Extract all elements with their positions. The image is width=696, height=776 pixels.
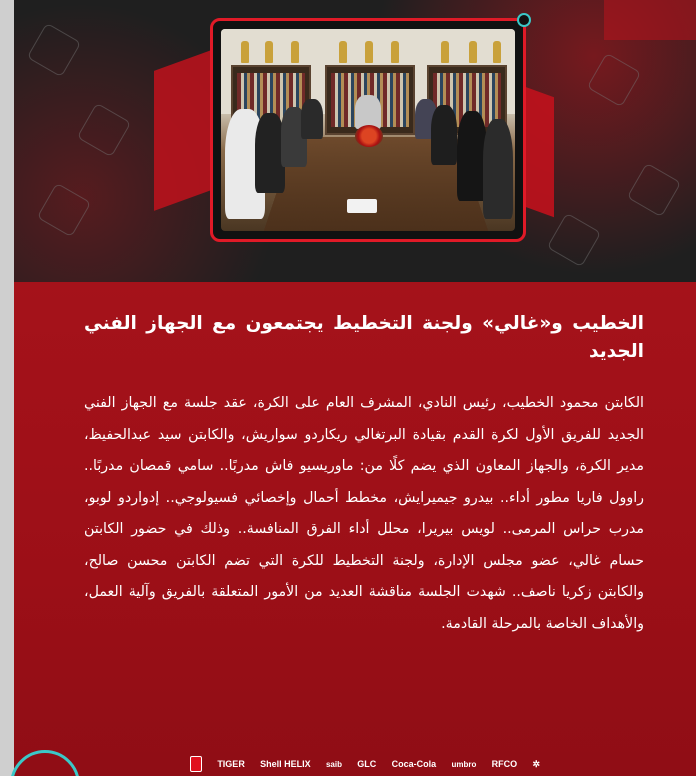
trophy-icon <box>265 41 273 63</box>
trophy-icon <box>291 41 299 63</box>
sponsor-tiger: TIGER <box>217 759 245 769</box>
flower-bouquet <box>355 125 383 147</box>
sponsor-glc: GLC <box>357 759 377 769</box>
trophy-icon <box>493 41 501 63</box>
photo-person <box>431 105 457 165</box>
sponsor-umbro: umbro <box>451 759 477 769</box>
article-body: الكابتن محمود الخطيب، رئيس النادي، المشرف العام على الكرة، عقد جلسة مع الجهاز الفني الجديد للفريق الأول لكرة القدم بقيادة البرتغالي ريكاردو سواريش، والكابتن سيد عبدالحفيظ، مدير الكرة، والجهاز المعاون الذي يضم كلًا من: ماوريسيو فاش مدربًا.. سامي قمصان مدربًا.. راوول فاريا مطور أداء.. بيدرو جيميرايش، مخطط أحمال وإخصائي فسيولوجي.. إدواردو لوبو، مدرب حراس المرمى.. لويس بيريرا، محلل أداء الفرق المنافسة.. وذلك في حضور الكابتن حسام غالي، عضو مجلس الإدارة، ولجنة التخطيط للكرة التي تضم الكابتن محسن صالح، والكابتن زكريا ناصف.. شهدت الجلسة مناقشة العديد من الأمور المتعلقة بالفريق وآلية العمل، والأهداف الخاصة بالمرحلة القادمة. <box>84 395 644 632</box>
article-text-block <box>84 310 644 640</box>
trophy-icon <box>441 41 449 63</box>
sponsor-shell-helix: Shell HELIX <box>260 759 311 769</box>
hex-pattern <box>627 163 682 218</box>
frame-corner-dot-icon <box>517 13 531 27</box>
sponsor-rfco: RFCO <box>491 759 518 769</box>
sponsor-saib: saib <box>325 759 342 769</box>
photo-person <box>483 119 513 219</box>
hex-pattern <box>587 53 642 108</box>
sponsor-coca-cola: Coca-Cola <box>391 759 437 769</box>
article-panel <box>14 282 696 776</box>
trophy-icon <box>391 41 399 63</box>
photo-frame <box>210 18 526 242</box>
club-logo-icon <box>190 756 202 772</box>
trophy-icon <box>339 41 347 63</box>
red-accent-shape <box>604 0 696 40</box>
sponsor-bar <box>190 752 540 776</box>
meeting-photo <box>221 29 515 231</box>
hex-pattern <box>547 213 602 268</box>
trophy-icon <box>241 41 249 63</box>
tissue-box <box>347 199 377 213</box>
photo-person <box>301 99 323 139</box>
trophy-icon <box>469 41 477 63</box>
photo-person <box>355 95 381 129</box>
sponsor-pattern-icon: ✲ <box>532 758 540 769</box>
red-accent-shape <box>154 49 214 211</box>
hex-pattern <box>77 103 132 158</box>
left-edge-strip <box>0 0 14 776</box>
trophy-icon <box>365 41 373 63</box>
article-headline: الخطيب و«غالي» ولجنة التخطيط يجتمعون مع الجهاز الفني الجديد <box>84 313 644 362</box>
hex-pattern <box>27 23 82 78</box>
hex-pattern <box>37 183 92 238</box>
header-background <box>14 0 696 282</box>
